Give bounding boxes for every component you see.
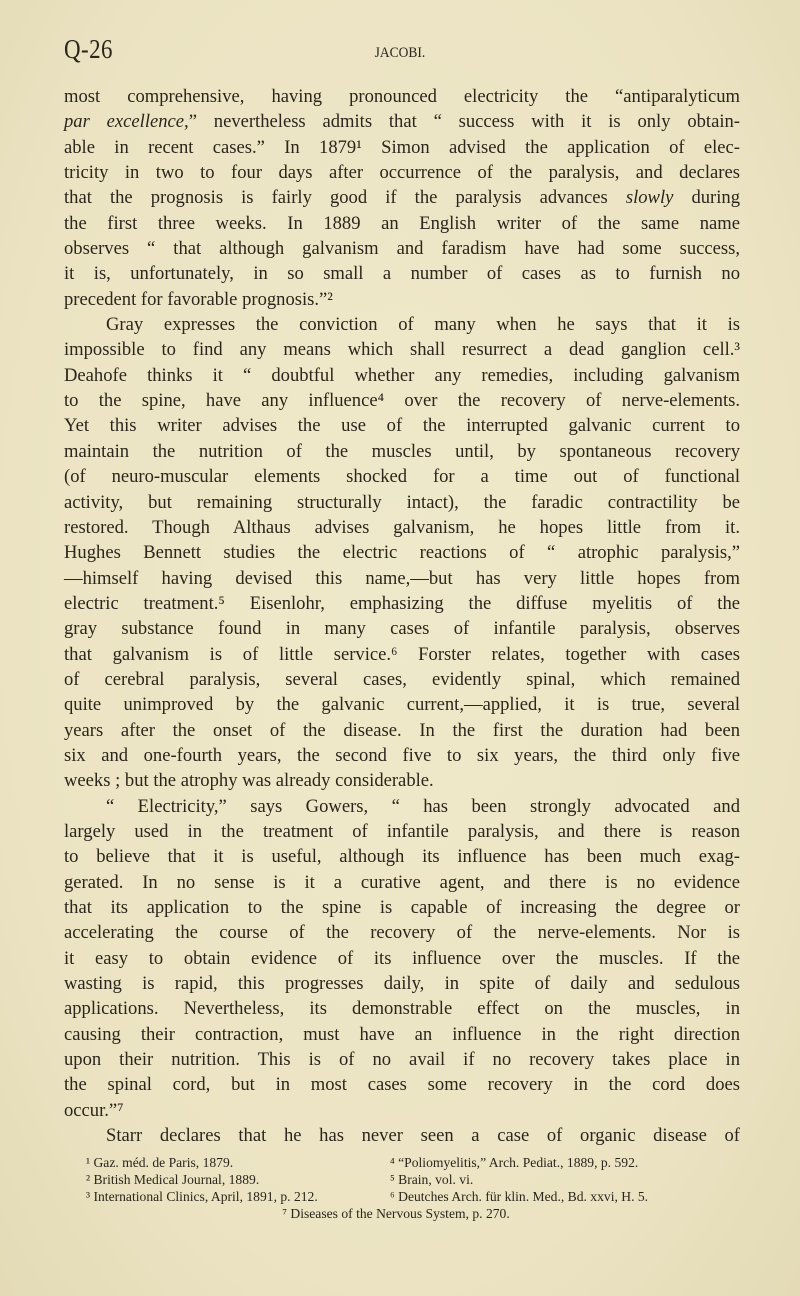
footnote-2: ² British Medical Journal, 1889. <box>86 1172 260 1187</box>
text-run: observes “ that although galvanism and faradism have had some success, <box>64 238 740 260</box>
text-run: years after the onset of the disease. In the first the duration had been <box>64 719 740 741</box>
text-run: that the prognosis is fairly good if the paralysis advances <box>64 187 626 209</box>
text-line <box>64 185 740 210</box>
text-line <box>64 236 740 261</box>
text-run: Starr declares that he has never seen a case of organic disease of <box>106 1125 740 1147</box>
text-run: it easy to obtain evidence of its influence over the muscles. If the <box>64 947 740 969</box>
text-run: tricity in two to four days after occurrence of the paralysis, and declares <box>64 162 740 184</box>
text-line <box>64 591 740 616</box>
text-run: electric treatment.⁵ Eisenlohr, emphasizing the diffuse myelitis of the <box>64 592 740 614</box>
text-run: maintain the nutrition of the muscles until, by spontaneous recovery <box>64 440 740 462</box>
text-run: quite unimproved by the galvanic current,—applied, it is true, several <box>64 694 740 716</box>
footnote-4: ⁴ “Poliomyelitis,” Arch. Pediat., 1889, p. 592. <box>390 1155 639 1170</box>
text-run: accelerating the course of the recovery of the nerve-elements. Nor is <box>64 922 740 944</box>
text-line <box>64 413 740 438</box>
page-number: Q-26 <box>64 34 113 64</box>
text-run: largely used in the treatment of infantile paralysis, and there is reason <box>64 820 740 842</box>
text-line <box>64 540 740 565</box>
text-line <box>64 363 740 388</box>
text-line <box>64 388 740 413</box>
text-line <box>64 135 740 160</box>
text-line <box>64 616 740 641</box>
text-line <box>64 870 740 895</box>
text-run: gray substance found in many cases of infantile paralysis, observes <box>64 618 740 640</box>
text-line <box>64 743 740 768</box>
italic-text: par excellence, <box>64 111 189 133</box>
footnotes <box>86 1154 746 1222</box>
text-run: occur.”⁷ <box>64 1099 124 1121</box>
text-line <box>64 819 740 844</box>
text-line <box>64 84 740 109</box>
text-line <box>64 337 740 362</box>
text-run: activity, but remaining structurally intact), the faradic contractility be <box>64 491 740 513</box>
text-run: most comprehensive, having pronounced electricity the “antiparalyticum <box>64 86 740 107</box>
text-line <box>64 109 740 134</box>
text-run: wasting is rapid, this progresses daily, in spite of daily and sedulous <box>64 973 740 995</box>
text-line <box>64 718 740 743</box>
text-line <box>64 1123 740 1148</box>
text-line <box>64 844 740 869</box>
text-line <box>64 1098 740 1123</box>
text-run: to believe that it is useful, although its influence has been much exag- <box>64 846 740 868</box>
text-run: to the spine, have any influence⁴ over the recovery of nerve-elements. <box>64 390 740 412</box>
text-run: of cerebral paralysis, several cases, evidently spinal, which remained <box>64 668 740 690</box>
text-line <box>64 895 740 920</box>
body-text <box>64 84 740 1148</box>
text-run: that its application to the spine is capable of increasing the degree or <box>64 897 740 918</box>
text-run: six and one-fourth years, the second five to six years, the third only five <box>64 744 740 766</box>
footnote-5: ⁵ Brain, vol. vi. <box>390 1172 474 1187</box>
text-line <box>64 667 740 692</box>
text-run: Deahofe thinks it “ doubtful whether any remedies, including galvanism <box>64 364 740 386</box>
text-line <box>64 464 740 489</box>
text-line <box>64 566 740 591</box>
text-line <box>64 946 740 971</box>
text-run: —himself having devised this name,—but has very little hopes from <box>64 567 740 589</box>
text-line <box>64 160 740 185</box>
text-run: (of neuro-muscular elements shocked for a time out of functional <box>64 466 740 488</box>
text-run: impossible to find any means which shall resurrect a dead ganglion cell.³ <box>64 339 740 361</box>
text-run: that galvanism is of little service.⁶ Forster relates, together with cases <box>64 643 740 665</box>
text-run: during <box>673 187 740 209</box>
text-line <box>64 768 740 793</box>
running-head: JACOBI. <box>374 45 426 61</box>
text-line <box>64 1022 740 1047</box>
text-run: weeks ; but the atrophy was already considerable. <box>64 770 434 792</box>
text-line <box>64 490 740 515</box>
text-line <box>64 1072 740 1097</box>
footnote-7: ⁷ Diseases of the Nervous System, p. 270. <box>282 1206 510 1221</box>
text-run: Yet this writer advises the use of the interrupted galvanic current to <box>64 415 740 437</box>
footnote-3: ³ International Clinics, April, 1891, p. 212. <box>86 1189 318 1204</box>
text-line <box>64 261 740 286</box>
text-line <box>64 287 740 312</box>
footnote-6: ⁶ Deutches Arch. für klin. Med., Bd. xxvi, H. 5. <box>390 1189 649 1204</box>
text-line <box>64 920 740 945</box>
text-line <box>64 211 740 236</box>
text-run: precedent for favorable prognosis.”² <box>64 288 333 310</box>
text-line <box>64 515 740 540</box>
text-run: the spinal cord, but in most cases some recovery in the cord does <box>64 1074 740 1096</box>
text-line <box>64 439 740 464</box>
text-run: gerated. In no sense is it a curative agent, and there is no evidence <box>64 871 740 893</box>
italic-text: slowly <box>625 187 674 209</box>
text-run: it is, unfortunately, in so small a number of cases as to furnish no <box>64 263 740 285</box>
text-line <box>64 794 740 819</box>
text-run: causing their contraction, must have an influence in the right direction <box>64 1023 740 1045</box>
text-run: “ Electricity,” says Gowers, “ has been strongly advocated and <box>106 795 740 817</box>
text-run: Gray expresses the conviction of many when he says that it is <box>106 314 740 336</box>
text-run: Hughes Bennett studies the electric reactions of “ atrophic paralysis,” <box>64 542 740 564</box>
text-run: able in recent cases.” In 1879¹ Simon advised the application of elec- <box>64 136 740 158</box>
text-run: restored. Though Althaus advises galvanism, he hopes little from it. <box>64 516 740 538</box>
text-line <box>64 692 740 717</box>
text-run: upon their nutrition. This is of no avail if no recovery takes place in <box>64 1049 740 1071</box>
text-line <box>64 971 740 996</box>
text-line <box>64 1047 740 1072</box>
text-run: ” nevertheless admits that “ success with it is only obtain- <box>188 111 740 133</box>
footnote-1: ¹ Gaz. méd. de Paris, 1879. <box>86 1155 234 1170</box>
text-line <box>64 996 740 1021</box>
text-run: the first three weeks. In 1889 an English writer of the same name <box>64 212 740 234</box>
text-line <box>64 312 740 337</box>
text-run: applications. Nevertheless, its demonstrable effect on the muscles, in <box>64 998 740 1020</box>
text-line <box>64 642 740 667</box>
